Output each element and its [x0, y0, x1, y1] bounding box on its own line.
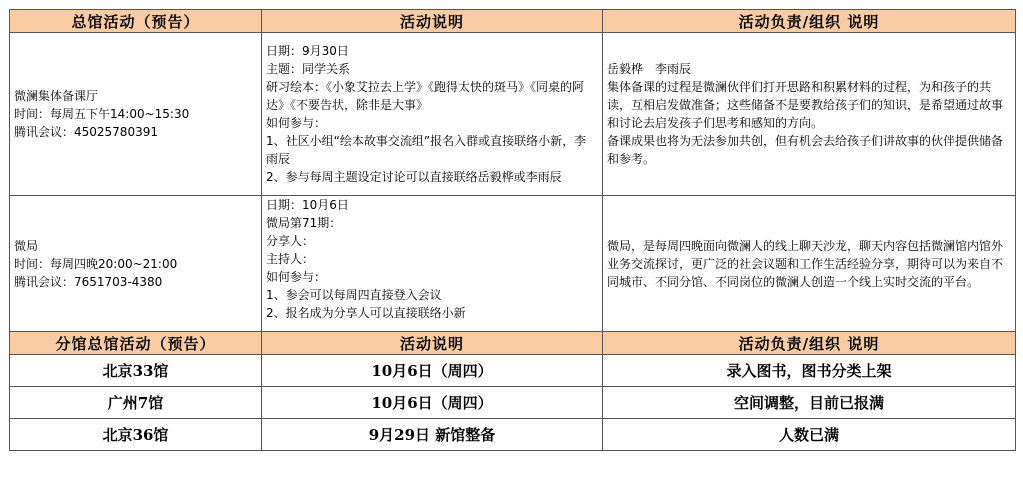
- detail-date: 日期：9月30日: [266, 44, 349, 58]
- main-header-row: [10, 10, 1016, 33]
- branch-name: 北京33馆: [10, 355, 262, 387]
- branch-header-row: [10, 332, 1016, 355]
- activity-title: 微澜集体备课厅: [14, 89, 99, 103]
- organizer-desc-1: 微局，是每周四晚面向微澜人的线上聊天沙龙，聊天内容包括微澜馆内馆外业务交流探讨，更广泛的社会议题和工作生活经验分享，期待可以为来自不同城市、不同分馆、不同岗位的微澜人创造一个线上实时交流的平台。: [607, 238, 1004, 289]
- detail-howto-2: 2、参与每周主题设定讨论可以直接联络岳毅桦或李雨辰: [266, 170, 562, 184]
- detail-howto-label: 如何参与：: [266, 270, 327, 284]
- activity-detail-cell: [262, 33, 603, 196]
- detail-howto-2: 2、报名成为分享人可以直接联络小新: [266, 306, 466, 320]
- branch-row: [10, 355, 1016, 387]
- meeting-id: 腾讯会议：45025780391: [14, 125, 158, 139]
- branch-name: 北京36馆: [10, 419, 262, 451]
- organizer-desc-1: 集体备课的过程是微澜伙伴们打开思路和积累材料的过程，为和孩子的共读，互相启发做准备；这些储备不是要教给孩子们的知识，是希望通过故事和讨论去启发孩子们思考和感知的方向。: [607, 80, 1004, 130]
- activity-title: 微局: [14, 238, 39, 253]
- activity-time: 时间：每周五下午14:00~15:30: [14, 107, 190, 121]
- detail-host: 主持人：: [266, 252, 315, 266]
- branch-header-col1: 分馆总馆活动（预告）: [10, 332, 262, 355]
- activity-row-collective-prep: [10, 33, 1016, 196]
- activity-name-cell: [10, 33, 262, 196]
- branch-header-col3: 活动负责/组织 说明: [603, 332, 1016, 355]
- branch-activity: 10月6日（周四）: [262, 387, 603, 419]
- branch-name: 广州7馆: [10, 387, 262, 419]
- activity-detail-cell: [262, 196, 603, 332]
- organizer-names: 岳毅桦 李雨辰: [607, 62, 692, 76]
- branch-note: 空间调整，目前已报满: [603, 387, 1016, 419]
- main-header-col2: 活动说明: [262, 10, 603, 33]
- branch-activity: 10月6日（周四）: [262, 355, 603, 387]
- organizer-note-cell: [603, 196, 1016, 332]
- branch-row: [10, 419, 1016, 451]
- branch-header-col2: 活动说明: [262, 332, 603, 355]
- activity-row-weiju: [10, 196, 1016, 332]
- branch-note: 录入图书，图书分类上架: [603, 355, 1016, 387]
- detail-books: 研习绘本：《小象艾拉去上学》《跑得太快的斑马》《同桌的阿达》《不要告状，除非是大事》: [266, 80, 585, 112]
- main-header-col1: 总馆活动（预告）: [10, 10, 262, 33]
- branch-activity: 9月29日 新馆整备: [262, 419, 603, 451]
- detail-sharer: 分享人：: [266, 234, 315, 248]
- organizer-note-cell: [603, 33, 1016, 196]
- detail-issue: 微局第71期：: [266, 216, 342, 230]
- branch-row: [10, 387, 1016, 419]
- activity-name-cell: [10, 196, 262, 332]
- detail-topic: 主题：同学关系: [266, 62, 351, 76]
- organizer-desc-2: 备课成果也将为无法参加共创，但有机会去给孩子们讲故事的伙伴提供储备和参考。: [607, 134, 1004, 166]
- branch-note: 人数已满: [603, 419, 1016, 451]
- detail-howto-1: 1、社区小组“绘本故事交流组”报名入群或直接联络小新，李雨辰: [266, 134, 587, 166]
- detail-howto-label: 如何参与：: [266, 116, 327, 130]
- meeting-id: 腾讯会议：7651703-4380: [14, 274, 163, 289]
- detail-howto-1: 1、参会可以每周四直接登入会议: [266, 288, 442, 302]
- activity-time: 时间：每周四晚20:00~21:00: [14, 256, 178, 271]
- detail-date: 日期：10月6日: [266, 198, 349, 212]
- activity-schedule-table: [9, 9, 1016, 451]
- main-header-col3: 活动负责/组织 说明: [603, 10, 1016, 33]
